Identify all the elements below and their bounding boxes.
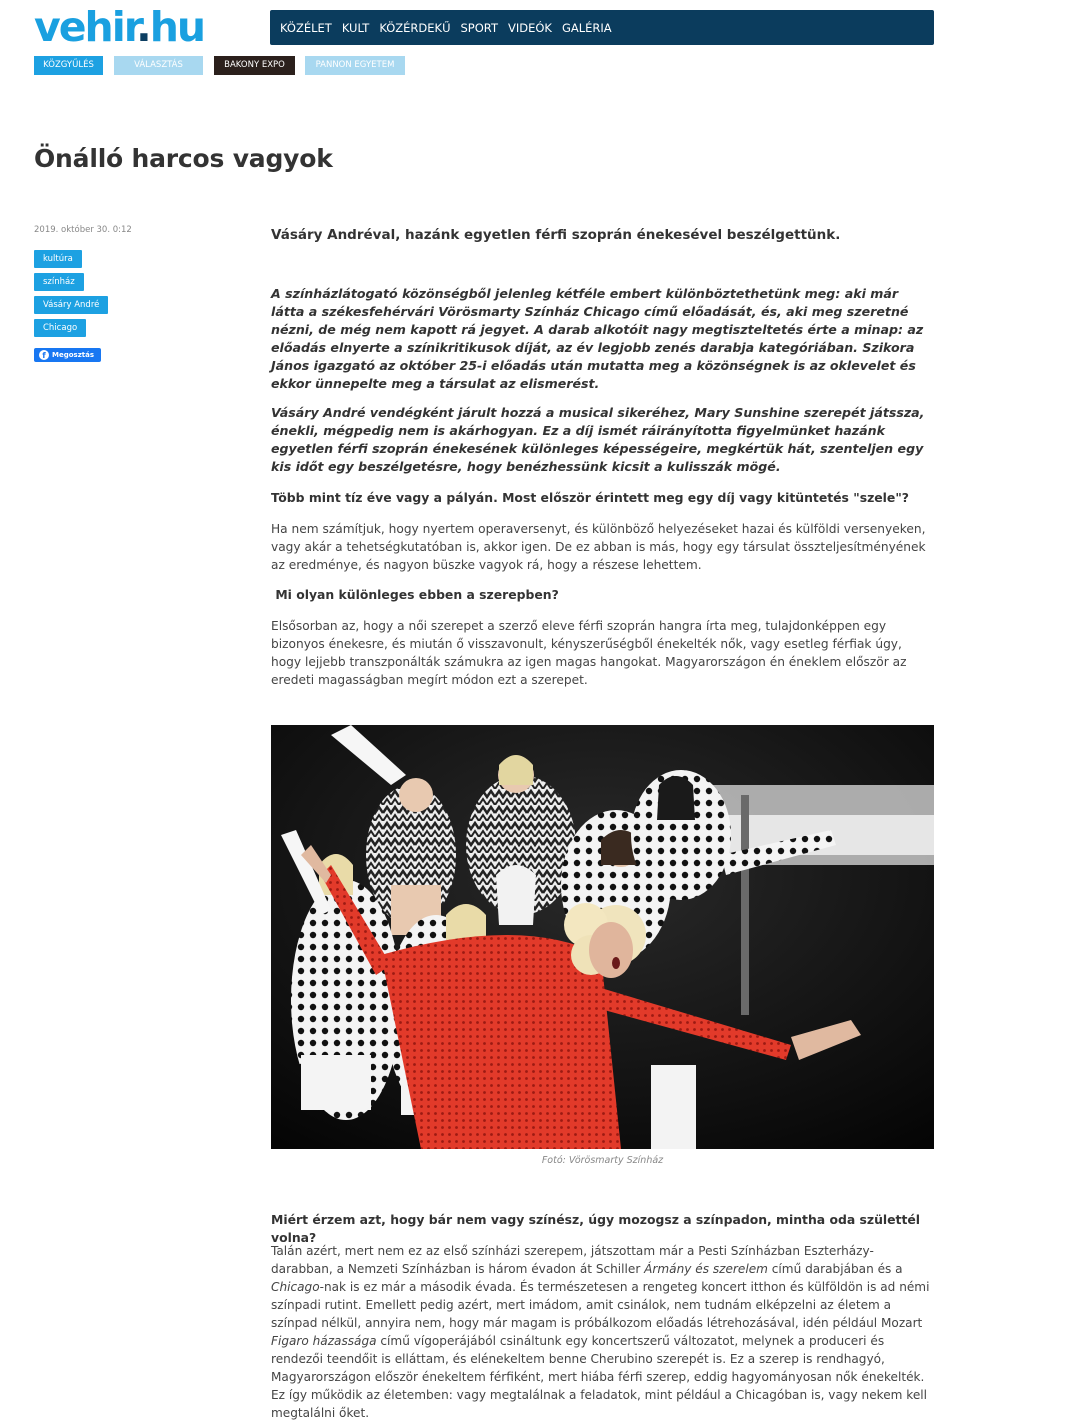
stage-photo-illustration — [271, 725, 934, 1149]
logo-text-right: hu — [149, 3, 205, 51]
nav-item-galeria[interactable]: GALÉRIA — [561, 20, 612, 35]
answer-3-title-chicago: Chicago — [271, 1280, 320, 1294]
answer-1: Ha nem számítjuk, hogy nyertem operaversenyt, és különböző helyezéseket hazai és külföldi versenyeken, vagy akár a tehetségkutatóban is, akkor igen. De ez abban is más, hogy egy társulat összteljesítményének az eredménye, és nagyon büszke vagyok rá, hogy a részese lehettem. — [271, 522, 926, 572]
answer-3 — [271, 1242, 935, 1422]
article-lead: Vásáry Andréval, hazánk egyetlen férfi szoprán énekesével beszélgettünk. — [271, 227, 841, 243]
nav-item-sport[interactable]: SPORT — [460, 20, 498, 35]
tag-chicago[interactable]: Chicago — [34, 319, 86, 337]
article-date: 2019. október 30. 0:12 — [34, 225, 132, 235]
answer-3-title-figaro: Figaro házassága — [271, 1334, 377, 1348]
answer-3-title-armany: Ármány és szerelem — [644, 1262, 768, 1276]
logo-text-left: vehir — [34, 3, 137, 51]
article-photo — [271, 725, 934, 1149]
nav-item-videok[interactable]: VIDEÓK — [507, 20, 552, 35]
answer-3-text: -nak is ez már a második évada. És természetesen a rengeteg koncert itthon és külföldön is ad némi színpadi rutint. Emellett pedig azért, mert imádom, amit csinálok, nem tudnám elképzelni az életem a színpad nélkül, annyira nem, hogy már magam is próbálkozom előadás létrehozásával, idén például Mozart — [271, 1280, 930, 1330]
tag-vasary-andre[interactable]: Vásáry André — [34, 296, 108, 314]
answer-3-text: Talán azért, mert nem ez az első színházi szerepem, játszottam már a Pesti Színházban Eszterházy-darabban, a Nemzeti Színházban is három évadon át Schiller — [271, 1244, 874, 1276]
photo-caption: Fotó: Vörösmarty Színház — [541, 1155, 664, 1166]
facebook-icon: f — [39, 350, 49, 360]
site-logo[interactable] — [34, 3, 260, 51]
facebook-share-button[interactable] — [34, 348, 101, 362]
main-nav — [270, 10, 934, 45]
logo-dot: . — [136, 3, 150, 51]
topic-tag-kozgyules[interactable]: KÖZGYŰLÉS — [34, 56, 103, 75]
question-2: Mi olyan különleges ebben a szerepben? — [271, 587, 559, 602]
tag-kultura[interactable]: kultúra — [34, 250, 82, 268]
article-title: Önálló harcos vagyok — [34, 144, 333, 173]
answer-2: Elsősorban az, hogy a női szerepet a szerző eleve férfi szoprán hangra írta meg, tulajdonképpen egy bizonyos énekesre, és miután ő visszavonult, kényszerűségből énekelték nők, vagy esetleg férfiak úgy, hogy lejjebb transzponálták számukra az igen magas hangokat. Magyarországon én éneklem először az eredeti magasságban megírt módon ezt a szerepet. — [271, 619, 907, 687]
question-3: Miért érzem azt, hogy bár nem vagy színész, úgy mozogsz a színpadon, mintha oda születtél volna? — [271, 1212, 921, 1245]
topic-tag-valasztas[interactable]: VÁLASZTÁS 2019 — [114, 56, 203, 75]
intro-paragraph-1: A színházlátogató közönségből jelenleg kétféle embert különböztethetünk meg: aki már látta a székesfehérvári Vörösmarty Színház Chicago című előadását, és, aki meg szeretné nézni, de még nem kapott rá jegyet. A darab alkotóit nagy megtiszteltetés érte a minap: az előadás elnyerte a színikritikusok díját, az év legjobb zenés darabja kategóriában. Szikora János igazgató az október 25-i előadás után mutatta meg a közönségnek is az oklevelet és ekkor ünnepelte meg a társulat az elismerést. — [271, 286, 924, 391]
intro-paragraph-2: Vásáry André vendégként járult hozzá a musical sikeréhez, Mary Sunshine szerepét játssza, énekli, mégpedig nem is akárhogyan. Ez a díj ismét ráirányította figyelmünket hazánk egyetlen férfi szoprán énekesének különleges képességeire, megkértük hát, szenteljen egy kis időt egy beszélgetésre, hogy benézhessünk kicsit a kulisszák mögé. — [271, 405, 925, 474]
nav-item-kozelet[interactable]: KÖZÉLET — [280, 20, 332, 35]
answer-3-text: című darabjában és a — [767, 1262, 903, 1276]
topic-tag-pannon-egyetem[interactable]: PANNON EGYETEM — [305, 56, 405, 75]
tag-szinhaz[interactable]: színház — [34, 273, 84, 291]
topic-tag-bakony-expo[interactable]: BAKONY EXPO — [214, 56, 295, 75]
nav-item-kult[interactable]: KULT — [341, 20, 370, 35]
nav-item-kozerdeku[interactable]: KÖZÉRDEKŰ — [379, 20, 451, 35]
share-label: Megosztás — [52, 351, 95, 359]
answer-3-text: című vígoperájából csináltunk egy koncertszerű változatot, melynek a produceri és rendezői teendőit is elláttam, és elénekeltem benne Cherubino szerepét is. Ez a szerep is rendhagyó, Magyarországon először énekeltem férfiként, mert hiába férfi szerep, eddig hagyományosan nők énekelték. Ez így működik az életemben: vagy megtalálnak a feladatok, mint például a Chicagóban is, vagy nekem kell megtalálni őket. — [271, 1334, 928, 1420]
question-1: Több mint tíz éve vagy a pályán. Most először érintett meg egy díj vagy kitüntetés "szele"? — [271, 490, 909, 505]
